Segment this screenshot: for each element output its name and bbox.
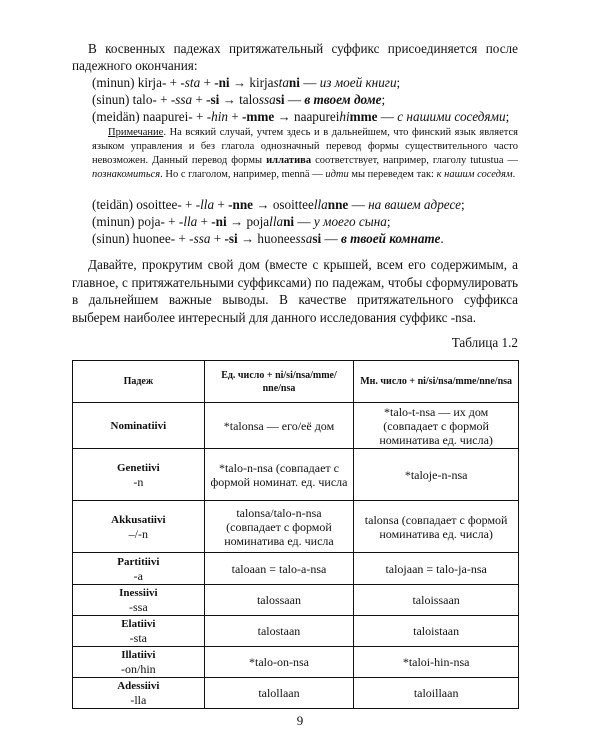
table-row: Inessiivi -ssa talossaan taloissaan (73, 585, 519, 616)
table-caption: Таблица 1.2 (451, 335, 518, 350)
cell-sg: talostaan (204, 616, 354, 647)
cell-sg: taloaan = talo-a-nsa (204, 553, 354, 585)
cell-pl: *taloi-hin-nsa (354, 647, 519, 678)
header-case: Падеж (73, 361, 205, 403)
table-row: Partitiivi -a taloaan = talo-a-nsa talojaan = talo-ja-nsa (73, 553, 519, 585)
cell-pl: taloillaan (354, 678, 519, 709)
cell-sg: *talo-n-nsa (совпадает с формой номинат. ед. числа (204, 449, 354, 501)
example-line: (minun) poja- + -lla + -ni → pojallani — у моего сына; (92, 214, 391, 229)
cell-sg: talonsa/talo-n-nsa (совпадает с формой номинатива ед. числа (204, 501, 354, 553)
cell-pl: taloistaan (354, 616, 519, 647)
note-paragraph: Примечание. На всякий случай, учтем здесь и в дальнейшем, что финский язык является языком управления и без глагола однозначный перевод формы существительного часто невозможен. Данный перевод формы иллатива соответствует, например, глаголу tutustua — познакомиться. Но с глаголом, например, mennä — идти мы переведем так: к нашим соседям. (92, 127, 519, 180)
cell-sg: *talonsa — его/её дом (204, 403, 354, 449)
cell-sg: *talo-on-nsa (204, 647, 354, 678)
cell-sg: talollaan (204, 678, 354, 709)
table-row: Genetiivi -n *talo-n-nsa (совпадает с формой номинат. ед. числа *taloje-n-nsa (73, 449, 519, 501)
header-singular: Ед. число + ni/si/nsa/mme/ nne/nsa (204, 361, 354, 403)
table-row: Akkusatiivi –/-n talonsa/talo-n-nsa (совпадает с формой номинатива ед. числа talonsa (совпадает с формой номинатива ед. числа) (73, 501, 519, 553)
table-row: Illatiivi -on/hin *talo-on-nsa *taloi-hin-nsa (73, 647, 519, 678)
cell-sg: talossaan (204, 585, 354, 616)
case-table (72, 360, 519, 709)
cell-pl: taloissaan (354, 585, 519, 616)
body-paragraph: Давайте, прокрутим свой дом (вместе с крышей, всем его содержимым, а главное, с притяжательными суффиксами) по падежам, чтобы сформулировать в дальнейшем важные выводы. В качестве притяжательного суффикса выберем наиболее интересный для данного исследования суффикс -nsa. (72, 257, 518, 325)
intro-paragraph: В косвенных падежах притяжательный суффикс присоединяется после падежного окончания: (72, 41, 518, 73)
example-line: (teidän) osoittee- + -lla + -nne → osoitteellanne — на вашем адресе; (92, 197, 465, 212)
header-plural: Мн. число + ni/si/nsa/mme/nne/nsa (354, 361, 519, 403)
cell-pl: talonsa (совпадает с формой номинатива ед. числа) (354, 501, 519, 553)
cell-pl: *talo-t-nsa — их дом (совпадает с формой номинатива ед. числа) (354, 403, 519, 449)
page-number: 9 (296, 713, 304, 728)
table-row: Nominatiivi *talonsa — его/её дом *talo-t-nsa — их дом (совпадает с формой номинатива ед. числа) (73, 403, 519, 449)
example-line: (sinun) talo- + -ssa + -si → talossasi — в твоем доме; (92, 92, 386, 107)
example-line: (minun) kirja- + -sta + -ni → kirjastani — из моей книги; (92, 75, 401, 90)
table-row: Adessiivi -lla talollaan taloillaan (73, 678, 519, 709)
example-line: (meidän) naapurei- + -hin + -mme → naapureihimme — с нашими соседями; (92, 109, 510, 124)
cell-pl: *taloje-n-nsa (354, 449, 519, 501)
table-header-row (73, 361, 519, 403)
table-row: Elatiivi -sta talostaan taloistaan (73, 616, 519, 647)
example-line: (sinun) huonee- + -ssa + -si → huoneessasi — в твоей комнате. (92, 231, 444, 246)
cell-pl: talojaan = talo-ja-nsa (354, 553, 519, 585)
